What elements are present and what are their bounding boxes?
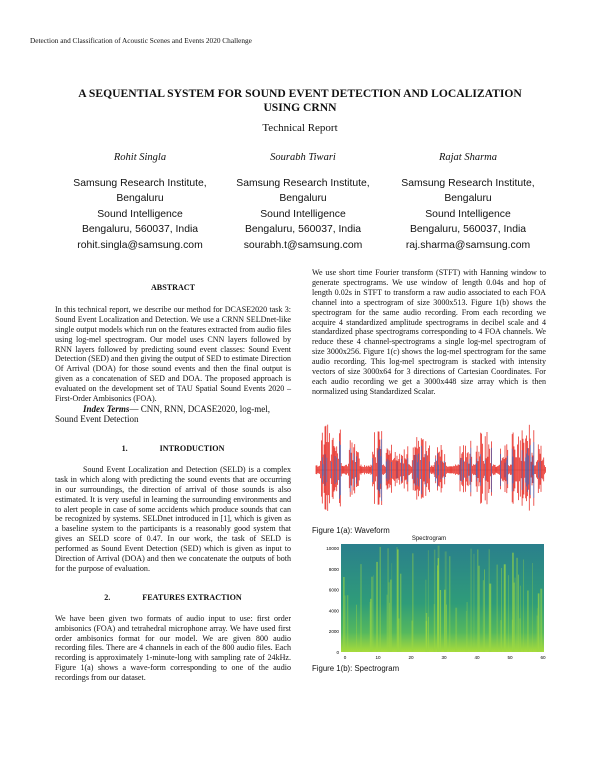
spectrogram-streak	[508, 575, 509, 652]
spectrogram-caption: Figure 1(b): Spectrogram	[312, 664, 400, 673]
spectrogram-streak	[398, 618, 400, 652]
title-line-2: USING CRNN	[263, 100, 337, 114]
paper-title	[40, 87, 560, 114]
features-heading: 2. FEATURES EXTRACTION	[104, 592, 242, 602]
spectrogram-streak	[412, 553, 414, 652]
author-name: Sourabh Tiwari	[270, 152, 336, 163]
spectrogram-streak	[532, 563, 533, 652]
spectrogram-streak	[455, 608, 457, 652]
spectrogram-streak	[388, 582, 390, 652]
spectrogram-streak	[527, 591, 529, 653]
spectrogram-streak	[373, 575, 374, 652]
spectrogram-streak	[467, 602, 468, 652]
spectrogram-streak	[484, 569, 485, 652]
spectrogram-streak	[426, 621, 427, 652]
spectrogram-streak	[370, 602, 372, 652]
spectrogram-streak	[400, 574, 401, 652]
spectrogram-streak	[396, 547, 397, 652]
spectrogram-y-tick: 10000	[326, 546, 339, 551]
author-affiliation: Samsung Research Institute, Bengaluru Sound Intelligence Bengaluru, 560037, India sourabh.t@samsung.com	[218, 176, 388, 254]
spectrogram-y-tick: 0	[336, 650, 339, 655]
spectrogram-streak	[376, 562, 378, 652]
abstract-heading: ABSTRACT	[150, 283, 196, 292]
spectrogram-streak	[489, 584, 491, 652]
waveform-figure	[312, 398, 546, 522]
author-affiliation: Samsung Research Institute, Bengaluru Sound Intelligence Bengaluru, 560037, India raj.sharma@samsung.com	[383, 176, 553, 254]
author-block-3	[383, 150, 553, 253]
spectrogram-streak	[449, 556, 450, 652]
spectrogram-streak	[523, 560, 524, 653]
spectrogram-x-tick: 50	[507, 655, 513, 660]
spectrogram-x-tick: 0	[343, 655, 347, 660]
running-head: Detection and Classification of Acoustic Scenes and Events 2020 Challenge	[30, 36, 252, 45]
left-column	[55, 283, 291, 683]
spectrogram-streak	[371, 577, 372, 652]
spectrogram-streak	[356, 605, 357, 652]
spectrogram-streak	[483, 580, 484, 652]
spectrogram-title: Spectrogram	[411, 536, 447, 542]
spectrogram-streak	[380, 547, 381, 652]
spectrogram-streak	[360, 564, 362, 652]
spectrogram-streak	[434, 550, 436, 652]
spectrogram-x-ticks	[344, 655, 546, 660]
index-terms: Index Terms— CNN, RNN, DCASE2020, log-mel, Sound Event Detection	[55, 403, 270, 425]
spectrogram-streak	[438, 558, 439, 652]
spectrogram-streak	[537, 608, 538, 652]
spectrogram-y-tick: 6000	[328, 587, 339, 593]
author-block-1	[55, 150, 225, 253]
stft-text: We use short time Fourier transform (STFT) with Hanning window to generate spectrograms. We use window of length 0.04s and hop of length 0.02s in STFT to transform a raw audio associated to each FOA channel into a spectrogram of size 3000x513. Figure 1(b) shows the spectrogram for the same audio recording. From each recording we acquire 4 standardized amplitude spectrograms in decibel scale and 4 standardized phase spectrograms corresponding to 4 FOA channels. We reduce these 4 channel-spectrograms a single log-mel spectrogram of size 3000x256. Figure 1(c) shows the log-mel spectrogram for the same audio recording. This log-mel spectrogram is stacked with intensity vectors of size 3000x64 for 3 directions of Cartesian Coordinates. For each audio recording we get a 3000x448 size array which is then normalized using Standardized Scalar.	[312, 268, 546, 396]
spectrogram-x-tick: 20	[408, 655, 414, 660]
title-line-1: A SEQUENTIAL SYSTEM FOR SOUND EVENT DETECTION AND LOCALIZATION	[78, 87, 522, 100]
spectrogram-streak	[387, 595, 388, 652]
author-block-2	[218, 150, 388, 253]
spectrogram-streak	[471, 549, 472, 652]
spectrogram-streak	[517, 558, 518, 652]
spectrogram-streak	[538, 593, 540, 652]
spectrogram-streak	[540, 589, 542, 652]
spectrogram-streak	[466, 611, 467, 652]
waveform-caption: Figure 1(a): Waveform	[312, 526, 390, 535]
author-affiliation: Samsung Research Institute, Bengaluru Sound Intelligence Bengaluru, 560037, India rohit.singla@samsung.com	[55, 176, 225, 254]
spectrogram-streak	[520, 586, 521, 652]
spectrogram-streak	[428, 617, 429, 652]
spectrogram-x-tick: 30	[441, 655, 447, 660]
spectrogram-figure	[312, 540, 546, 662]
author-email: sourabh.t@samsung.com	[243, 239, 363, 251]
spectrogram-y-tick: 4000	[328, 608, 339, 614]
spectrogram-y-tick: 2000	[328, 629, 339, 635]
spectrogram-streak	[391, 563, 392, 652]
spectrogram-streak	[445, 551, 447, 652]
spectrogram-streak	[347, 595, 348, 652]
spectrogram-streak	[478, 566, 480, 652]
spectrogram-streak	[474, 554, 475, 652]
intro-text: Sound Event Localization and Detection (SELD) is a complex task in which along with predicting the sound events that are occurring in our surroundings, the direction of arrival of those sounds is also estimated. It is very useful in learning the surrounding environments and to alert people in case of some accidents which produce sounds that can be recognized by systems. SELDnet introduced in [1], which is given as a baseline system to the participants is a reasonably good system that gives an SELD score of 0.47. In our work, the task of SELD is performed as Sound Event Detection (SED) which is given as input to Direction of Arrival (DOA) and then we concatenate the outputs of both for the purpose of evaluation.	[55, 464, 291, 573]
author-name: Rohit Singla	[113, 152, 167, 163]
features-text: We have been given two formats of audio input to use: first order ambisonics (FOA) and tetrahedral microphone array. We have used first order ambisonics format for our model. We are given 800 audio recording files. There are 4 channels in each of the 800 audio files. Each recording is approximately 1-minute-long with sampling rate of 24kHz. Figure 1(a) shows a wave-form corresponding to one of the audio recordings from our dataset.	[55, 613, 291, 683]
paper-subtitle: Technical Report	[262, 122, 338, 134]
author-name: Rajat Sharma	[438, 152, 498, 163]
spectrogram-streak	[518, 575, 519, 652]
author-email: rohit.singla@samsung.com	[77, 239, 203, 251]
author-email: raj.sharma@samsung.com	[405, 239, 531, 251]
intro-heading: 1. INTRODUCTION	[121, 443, 225, 453]
spectrogram-streak	[440, 590, 441, 652]
spectrogram-streak	[390, 580, 392, 652]
spectrogram-x-tick: 40	[474, 655, 480, 660]
right-column	[312, 268, 546, 397]
spectrogram-x-tick: 10	[375, 655, 381, 660]
abstract-text: In this technical report, we describe our method for DCASE2020 task 3: Sound Event Localization and Detection. We use a CRNN SELDnet-like single output models which run on the features extracted from audio files using log-mel spectrogram. Our model uses CNN layers followed by RNN layers followed by predicting sound event classes: Sound Event Detection (SED) and then giving the output of SED to estimate Direction Of Arrival (DOA) for those sound events and then the final output is given as a concatenation of SED and DOA. The proposed approach is evaluated on the development set of TAU Spatial Sound Events 2020 – First-Order Ambisonics (FOA).	[55, 304, 291, 404]
spectrogram-streak	[496, 565, 498, 652]
spectrogram-streak	[344, 596, 346, 653]
spectrogram-streak	[504, 564, 506, 652]
spectrogram-x-tick: 60	[540, 655, 546, 660]
spectrogram-streak	[512, 620, 513, 652]
spectrogram-streak	[500, 620, 501, 652]
spectrogram-y-tick: 8000	[328, 566, 339, 572]
spectrogram-y-ticks	[326, 546, 339, 655]
